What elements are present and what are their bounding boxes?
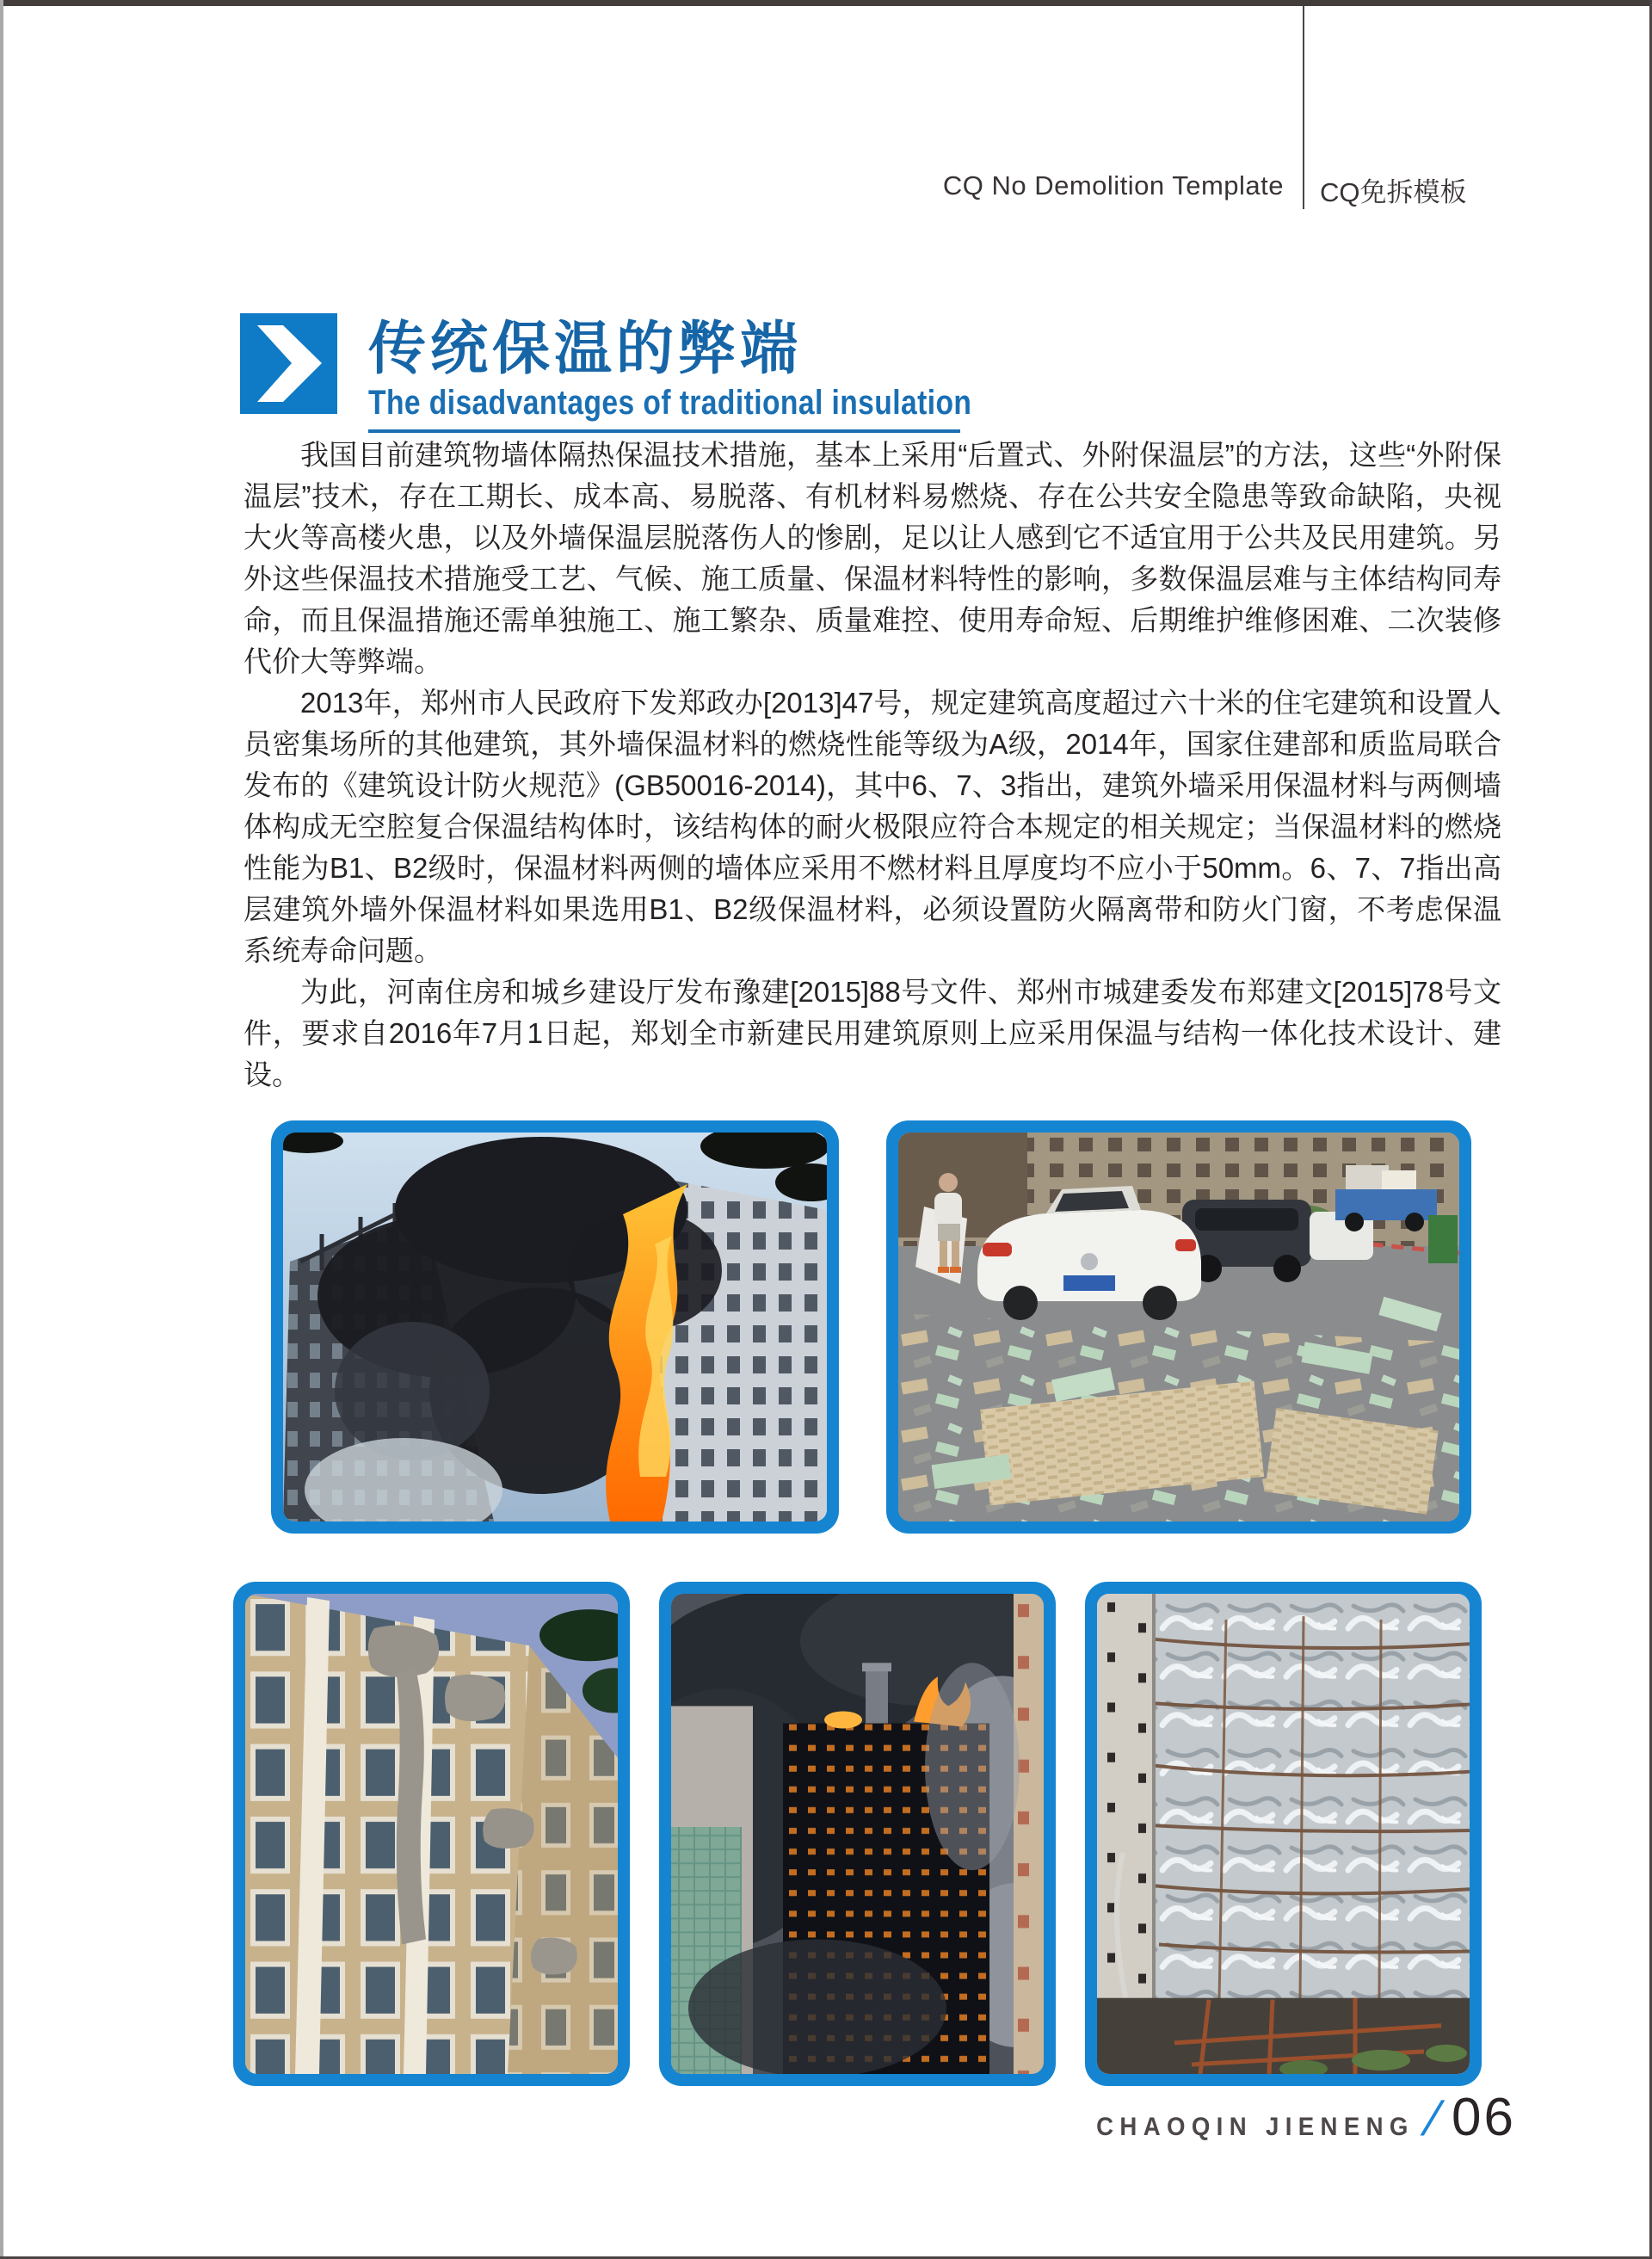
photo-foil-insulation-wall-image bbox=[1097, 1594, 1470, 2074]
photo-highrise-fire-image bbox=[283, 1133, 827, 1521]
section-arrow-icon bbox=[240, 313, 337, 414]
section-title: 传统保温的弊端 bbox=[368, 317, 802, 381]
footer-slash: / bbox=[1417, 2091, 1449, 2145]
header-divider bbox=[1303, 6, 1304, 209]
photo-construction-fire-image bbox=[671, 1594, 1044, 2074]
body-text bbox=[243, 435, 1501, 1096]
paragraph-1: 我国目前建筑物墙体隔热保温技术措施，基本上采用“后置式、外附保温层”的方法，这些“外附保温层”技术，存在工期长、成本高、易脱落、有机材料易燃烧、存在公共安全隐患等致命缺陷，央视大火等高楼火患，以及外墙保温层脱落伤人的惨剧，足以让人感到它不适宜用于公共及民用建筑。另外这些保温技术措施受工艺、气候、施工质量、保温材料特性的影响，多数保温层难与主体结构同寿命，而且保温措施还需单独施工、施工繁杂、质量难控、使用寿命短、后期维护维修困难、二次装修代价大等弊端。 bbox=[243, 439, 1501, 677]
photo-foil-insulation-wall bbox=[1085, 1582, 1482, 2086]
page-left-border bbox=[0, 0, 3, 2259]
photo-construction-fire bbox=[659, 1582, 1056, 2086]
section-subtitle: The disadvantages of traditional insulation bbox=[368, 384, 972, 422]
photo-peeling-facade bbox=[233, 1582, 630, 2086]
header-title-en: CQ No Demolition Template bbox=[942, 170, 1284, 201]
photo-peeling-facade-image bbox=[245, 1594, 618, 2074]
top-bar bbox=[0, 0, 1652, 6]
photo-highrise-fire bbox=[271, 1120, 839, 1534]
footer-page-number: 06 bbox=[1452, 2088, 1516, 2147]
paragraph-3: 为此，河南住房和城乡建设厅发布豫建[2015]88号文件、郑州市城建委发布郑建文[2015]78号文件，要求自2016年7月1日起，郑划全市新建民用建筑原则上应采用保温与结构一体化技术设计、建设。 bbox=[243, 976, 1501, 1090]
section-underline bbox=[368, 429, 960, 433]
photo-fallen-insulation-cars bbox=[886, 1120, 1471, 1534]
page-footer bbox=[826, 2087, 1516, 2149]
footer-brand: CHAOQIN JIENENG bbox=[1095, 2113, 1415, 2141]
header-title-zh: CQ免拆模板 bbox=[1320, 177, 1467, 207]
photo-fallen-insulation-cars-image bbox=[898, 1133, 1459, 1521]
paragraph-2: 2013年，郑州市人民政府下发郑政办[2013]47号，规定建筑高度超过六十米的住宅建筑和设置人员密集场所的其他建筑，其外墙保温材料的燃烧性能等级为A级，2014年，国家住建部和质监局联合发布的《建筑设计防火规范》(GB50016-2014)，其中6、7、3指出，建筑外墙采用保温材料与两侧墙体构成无空腔复合保温结构体时，该结构体的耐火极限应符合本规定的相关规定；当保温材料的燃烧性能为B1、B2级时，保温材料两侧的墙体应采用不燃材料且厚度均不应小于50mm。6、7、7指出高层建筑外墙外保温材料如果选用B1、B2级保温材料，必须设置防火隔离带和防火门窗，不考虑保温系统寿命问题。 bbox=[243, 687, 1501, 966]
